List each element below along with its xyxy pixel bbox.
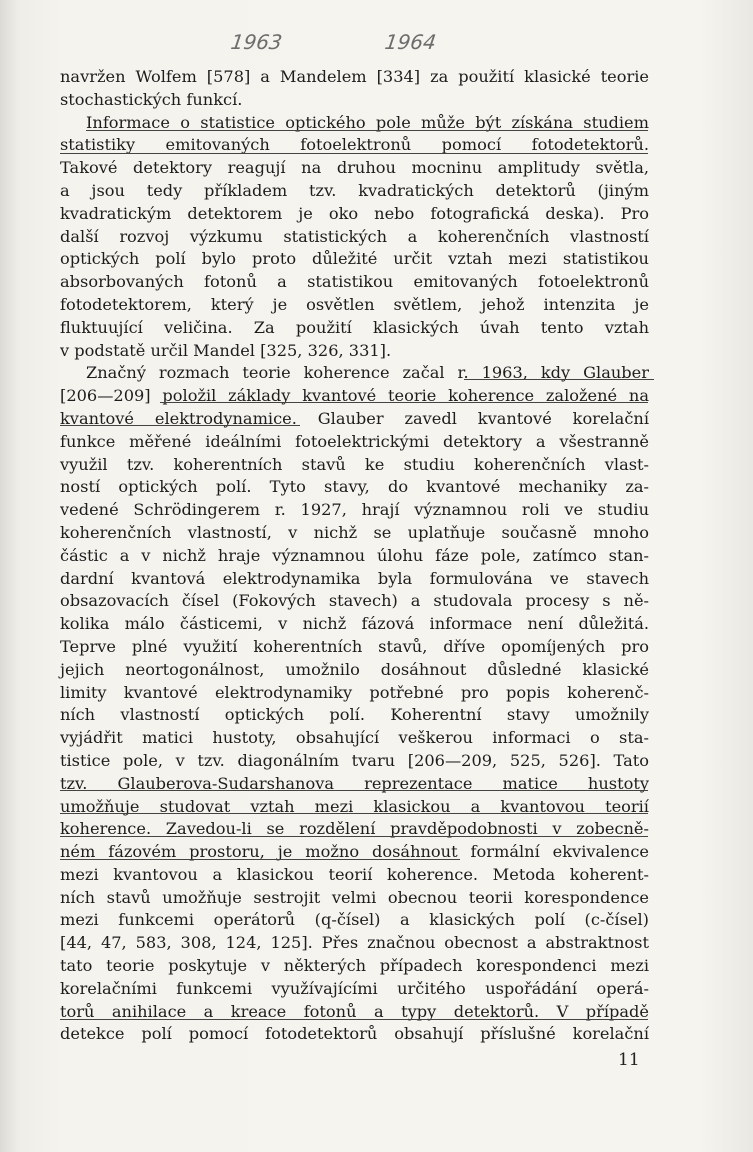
pencil-underline <box>60 1019 648 1020</box>
pencil-underline <box>60 813 648 814</box>
text-line: obsazovacích čísel (Fokových stavech) a studovala procesy s ně- <box>60 591 649 611</box>
text-line: fotodetektorem, který je osvětlen světlem, jehož intenzita je <box>60 294 649 314</box>
text-line: tzv. Glauberova-Sudarshanova reprezentace matice hustoty <box>60 773 649 793</box>
text-line: ností optických polí. Tyto stavy, do kvantové mechaniky za- <box>60 477 649 497</box>
page-number: 11 <box>618 1050 640 1070</box>
pencil-underline <box>60 859 460 860</box>
text-line: kvadratickým detektorem je oko nebo fotografická deska). Pro <box>60 203 649 223</box>
text-line: umožňuje studovat vztah mezi klasickou a kvantovou teorií <box>60 796 649 816</box>
text-line: dardní kvantová elektrodynamika byla formulována ve stavech <box>60 568 649 588</box>
text-line: ném fázovém prostoru, je možno dosáhnout formální ekvivalence <box>60 842 649 862</box>
text-line: ních vlastností optických polí. Koherentní stavy umožnily <box>60 705 649 725</box>
pencil-underline <box>60 790 648 791</box>
text-line: funkce měřené ideálními fotoelektrickými detektory a všestranně <box>60 431 649 451</box>
text-line: ních stavů umožňuje sestrojit velmi obecnou teorii korespondence <box>60 887 649 907</box>
text-line: vyjádřit matici hustoty, obsahující veškerou informaci o sta- <box>60 728 649 748</box>
text-line: jejich neortogonálnost, umožnilo dosáhnout důsledné klasické <box>60 659 649 679</box>
body-text <box>60 66 649 1046</box>
text-line: koherenčních vlastností, v nichž se uplatňuje současně mnoho <box>60 522 649 542</box>
text-line: Značný rozmach teorie koherence začal r. 1963, kdy Glauber <box>86 363 649 383</box>
pencil-underline <box>86 130 648 131</box>
pencil-underline <box>60 836 648 837</box>
pencil-underline <box>464 379 654 380</box>
text-line: [206—209] položil základy kvantové teorie koherence založené na <box>60 386 649 406</box>
pencil-underline <box>160 402 648 403</box>
text-line: absorbovaných fotonů a statistikou emitovaných fotoelektronů <box>60 272 649 292</box>
text-line: Teprve plné využití koherentních stavů, dříve opomíjených pro <box>60 636 649 656</box>
text-line: detekce polí pomocí fotodetektorů obsahují příslušné korelační <box>60 1024 649 1044</box>
text-line: další rozvoj výzkumu statistických a koherenčních vlastností <box>60 226 649 246</box>
text-line: navržen Wolfem [578] a Mandelem [334] za použití klasické teorie <box>60 67 649 86</box>
text-line: mezi funkcemi operátorů (q-čísel) a klasických polí (c-čísel) <box>60 910 649 930</box>
handwritten-year-1963: 1963 <box>229 30 284 54</box>
text-line: tato teorie poskytuje v některých případech korespondenci mezi <box>60 956 649 976</box>
text-line: statistiky emitovaných fotoelektronů pomocí fotodetektorů. <box>60 135 649 155</box>
text-line: kvantové elektrodynamice. Glauber zavedl kvantové korelační <box>60 408 649 428</box>
pencil-underline <box>60 153 648 154</box>
text-line: limity kvantové elektrodynamiky potřebné pro popis koherenč- <box>60 682 649 702</box>
text-line: v podstatě určil Mandel [325, 326, 331]. <box>60 340 392 360</box>
text-line: torů anihilace a kreace fotonů a typy detektorů. V případě <box>60 1001 649 1021</box>
text-line: částic a v nichž hraje významnou úlohu fáze pole, zatímco stan- <box>60 545 649 565</box>
text-line: tistice pole, v tzv. diagonálním tvaru [206—209, 525, 526]. Tato <box>60 750 649 770</box>
text-line: vedené Schrödingerem r. 1927, hrají významnou roli ve studiu <box>60 500 649 520</box>
text-line: korelačními funkcemi využívajícími určitého uspořádání operá- <box>60 978 649 998</box>
handwritten-year-1964: 1964 <box>383 30 438 54</box>
text-line: stochastických funkcí. <box>60 89 243 109</box>
text-line: mezi kvantovou a klasickou teorií koherence. Metoda koherent- <box>60 864 649 884</box>
text-line: Takové detektory reagují na druhou mocninu amplitudy světla, <box>60 158 649 178</box>
text-line: kolika málo částicemi, v nichž fázová informace není důležitá. <box>60 614 649 634</box>
text-line: koherence. Zavedou-li se rozdělení pravděpodobnosti v zobecně- <box>60 819 649 839</box>
pencil-underline <box>60 425 300 426</box>
text-line: optických polí bylo proto důležité určit vztah mezi statistikou <box>60 249 649 269</box>
text-line: využil tzv. koherentních stavů ke studiu koherenčních vlast- <box>60 454 649 474</box>
text-line: [44, 47, 583, 308, 124, 125]. Přes značnou obecnost a abstraktnost <box>60 933 649 953</box>
text-line: fluktuující veličina. Za použití klasických úvah tento vztah <box>60 317 649 337</box>
text-line: a jsou tedy příkladem tzv. kvadratických detektorů (jiným <box>60 180 649 200</box>
text-line: Informace o statistice optického pole může být získána studiem <box>86 112 649 132</box>
